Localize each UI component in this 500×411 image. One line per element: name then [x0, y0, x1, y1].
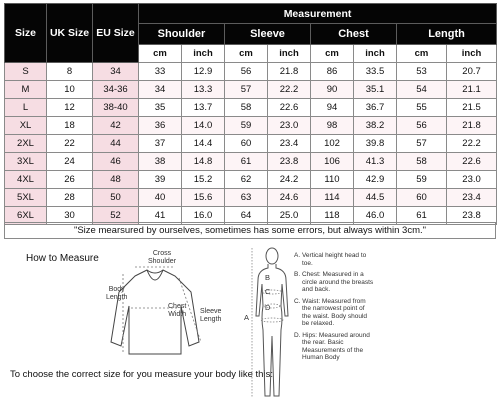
size-cell: 3XL — [5, 153, 47, 171]
measurement-cell: 61 — [397, 207, 447, 225]
unit-cell: inch — [182, 45, 225, 63]
measurement-cell: 53 — [397, 63, 447, 81]
measurement-cell: 58 — [225, 99, 268, 117]
size-cell: 4XL — [5, 171, 47, 189]
header-sleeve: Sleeve — [225, 24, 311, 45]
measurement-cell: 23.4 — [268, 135, 311, 153]
unit-cell: cm — [311, 45, 354, 63]
measurement-cell: 41.3 — [354, 153, 397, 171]
measurement-cell: 64 — [225, 207, 268, 225]
chest-width-label: Chest Width — [168, 303, 187, 318]
table-row — [5, 171, 497, 189]
size-cell: S — [5, 63, 47, 81]
size-cell: M — [5, 81, 47, 99]
eu-size-cell: 44 — [93, 135, 139, 153]
measurement-cell: 56 — [225, 63, 268, 81]
sleeve-length-label: Sleeve Length — [200, 308, 222, 323]
unit-cell: cm — [225, 45, 268, 63]
eu-size-cell: 34-36 — [93, 81, 139, 99]
header-length: Length — [397, 24, 497, 45]
measurement-cell: 110 — [311, 171, 354, 189]
marker-b: B — [265, 273, 271, 282]
header-chest: Chest — [311, 24, 397, 45]
measurement-cell: 36.7 — [354, 99, 397, 117]
measurement-cell: 90 — [311, 81, 354, 99]
how-to-measure-title: How to Measure — [26, 253, 99, 264]
unit-cell: cm — [397, 45, 447, 63]
table-row — [5, 153, 497, 171]
measurement-cell: 59 — [225, 117, 268, 135]
measurement-cell: 39 — [139, 171, 182, 189]
uk-size-cell: 12 — [47, 99, 93, 117]
measurement-cell: 14.4 — [182, 135, 225, 153]
measurement-note: "Size mearsured by ourselves, sometimes has some errors, but always within 3cm." — [4, 222, 496, 239]
measurement-cell: 62 — [225, 171, 268, 189]
measurement-cell: 21.5 — [447, 99, 497, 117]
measurement-cell: 38 — [139, 153, 182, 171]
measurement-cell: 24.2 — [268, 171, 311, 189]
unit-cell: inch — [354, 45, 397, 63]
measurement-cell: 13.3 — [182, 81, 225, 99]
measurement-cell: 42.9 — [354, 171, 397, 189]
measurement-cell: 41 — [139, 207, 182, 225]
table-row — [5, 135, 497, 153]
measurement-cell: 21.8 — [447, 117, 497, 135]
measurement-cell: 114 — [311, 189, 354, 207]
measurement-cell: 102 — [311, 135, 354, 153]
measurement-cell: 98 — [311, 117, 354, 135]
measurement-cell: 23.8 — [447, 207, 497, 225]
uk-size-cell: 26 — [47, 171, 93, 189]
header-eu-size: EU Size — [93, 4, 139, 63]
measure-instruction: To choose the correct size for you measure your body like this: — [10, 369, 273, 380]
measurement-cell: 22.2 — [447, 135, 497, 153]
uk-size-cell: 30 — [47, 207, 93, 225]
measurement-cell: 12.9 — [182, 63, 225, 81]
measurement-cell: 16.0 — [182, 207, 225, 225]
uk-size-cell: 10 — [47, 81, 93, 99]
measurement-cell: 21.8 — [268, 63, 311, 81]
eu-size-cell: 42 — [93, 117, 139, 135]
measurement-cell: 33 — [139, 63, 182, 81]
size-cell: 6XL — [5, 207, 47, 225]
size-chart-table — [4, 3, 497, 225]
eu-size-cell: 52 — [93, 207, 139, 225]
measurement-cell: 58 — [397, 153, 447, 171]
measurement-cell: 44.5 — [354, 189, 397, 207]
eu-size-cell: 34 — [93, 63, 139, 81]
measurement-cell: 60 — [397, 189, 447, 207]
eu-size-cell: 46 — [93, 153, 139, 171]
size-cell: 2XL — [5, 135, 47, 153]
measurement-cell: 56 — [397, 117, 447, 135]
body-length-label: Body Length — [106, 286, 128, 301]
size-cell: 5XL — [5, 189, 47, 207]
measurement-cell: 22.6 — [268, 99, 311, 117]
measurement-cell: 54 — [397, 81, 447, 99]
eu-size-cell: 38-40 — [93, 99, 139, 117]
measurement-cell: 21.1 — [447, 81, 497, 99]
header-size: Size — [5, 4, 47, 63]
eu-size-cell: 48 — [93, 171, 139, 189]
measurement-cell: 15.6 — [182, 189, 225, 207]
body-guide-legend — [294, 252, 374, 366]
marker-a: A — [244, 313, 250, 322]
hips-line — [261, 318, 283, 322]
cross-shoulder-label: Cross Shoulder — [148, 250, 177, 265]
unit-cell: cm — [139, 45, 182, 63]
measurement-cell: 59 — [397, 171, 447, 189]
measurement-cell: 20.7 — [447, 63, 497, 81]
header-shoulder: Shoulder — [139, 24, 225, 45]
measurement-cell: 22.6 — [447, 153, 497, 171]
figure-head — [266, 248, 278, 264]
table-row — [5, 189, 497, 207]
measurement-cell: 86 — [311, 63, 354, 81]
size-cell: L — [5, 99, 47, 117]
unit-cell: inch — [268, 45, 311, 63]
measurement-cell: 24.6 — [268, 189, 311, 207]
uk-size-cell: 28 — [47, 189, 93, 207]
measurement-cell: 60 — [225, 135, 268, 153]
measurement-cell: 37 — [139, 135, 182, 153]
measurement-cell: 23.8 — [268, 153, 311, 171]
measurement-cell: 36 — [139, 117, 182, 135]
measurement-cell: 14.0 — [182, 117, 225, 135]
measurement-cell: 15.2 — [182, 171, 225, 189]
table-row — [5, 117, 497, 135]
figure-torso — [256, 264, 288, 396]
measurement-cell: 35 — [139, 99, 182, 117]
measurement-cell: 14.8 — [182, 153, 225, 171]
table-row — [5, 81, 497, 99]
sweater-illustration — [95, 262, 215, 367]
measurement-cell: 23.0 — [447, 171, 497, 189]
uk-size-cell: 8 — [47, 63, 93, 81]
measurement-cell: 38.2 — [354, 117, 397, 135]
measurement-cell: 118 — [311, 207, 354, 225]
measurement-cell: 57 — [397, 135, 447, 153]
measurement-cell: 22.2 — [268, 81, 311, 99]
measurement-cell: 46.0 — [354, 207, 397, 225]
table-row — [5, 63, 497, 81]
measurement-cell: 34 — [139, 81, 182, 99]
measurement-cell: 13.7 — [182, 99, 225, 117]
header-measurement: Measurement — [139, 4, 497, 24]
measurement-cell: 23.0 — [268, 117, 311, 135]
measurement-cell: 40 — [139, 189, 182, 207]
guide-item-c: C. Waist: Measured from the narrowest point of the waist. Body should be relaxed. — [294, 297, 368, 327]
measurement-cell: 35.1 — [354, 81, 397, 99]
unit-cell: inch — [447, 45, 497, 63]
guide-item-b: B. Chest: Measured in a circle around the breasts and back. — [294, 271, 374, 293]
marker-d: D — [265, 303, 271, 312]
marker-c: C — [265, 287, 271, 296]
body-figure-illustration — [250, 246, 294, 408]
measurement-cell: 23.4 — [447, 189, 497, 207]
guide-item-a: A. Vertical height head to toe. — [294, 252, 367, 267]
uk-size-cell: 18 — [47, 117, 93, 135]
measurement-cell: 106 — [311, 153, 354, 171]
eu-size-cell: 50 — [93, 189, 139, 207]
measurement-cell: 63 — [225, 189, 268, 207]
measurement-cell: 57 — [225, 81, 268, 99]
measurement-cell: 94 — [311, 99, 354, 117]
measurement-cell: 61 — [225, 153, 268, 171]
uk-size-cell: 24 — [47, 153, 93, 171]
measurement-cell: 39.8 — [354, 135, 397, 153]
table-row — [5, 99, 497, 117]
measurement-cell: 55 — [397, 99, 447, 117]
measurement-cell: 33.5 — [354, 63, 397, 81]
header-uk-size: UK Size — [47, 4, 93, 63]
size-cell: XL — [5, 117, 47, 135]
size-rows — [5, 63, 497, 225]
uk-size-cell: 22 — [47, 135, 93, 153]
guide-item-d: D. Hips: Measured around the rear. Basic Measurements of the Human Body — [294, 331, 370, 361]
measurement-cell: 25.0 — [268, 207, 311, 225]
